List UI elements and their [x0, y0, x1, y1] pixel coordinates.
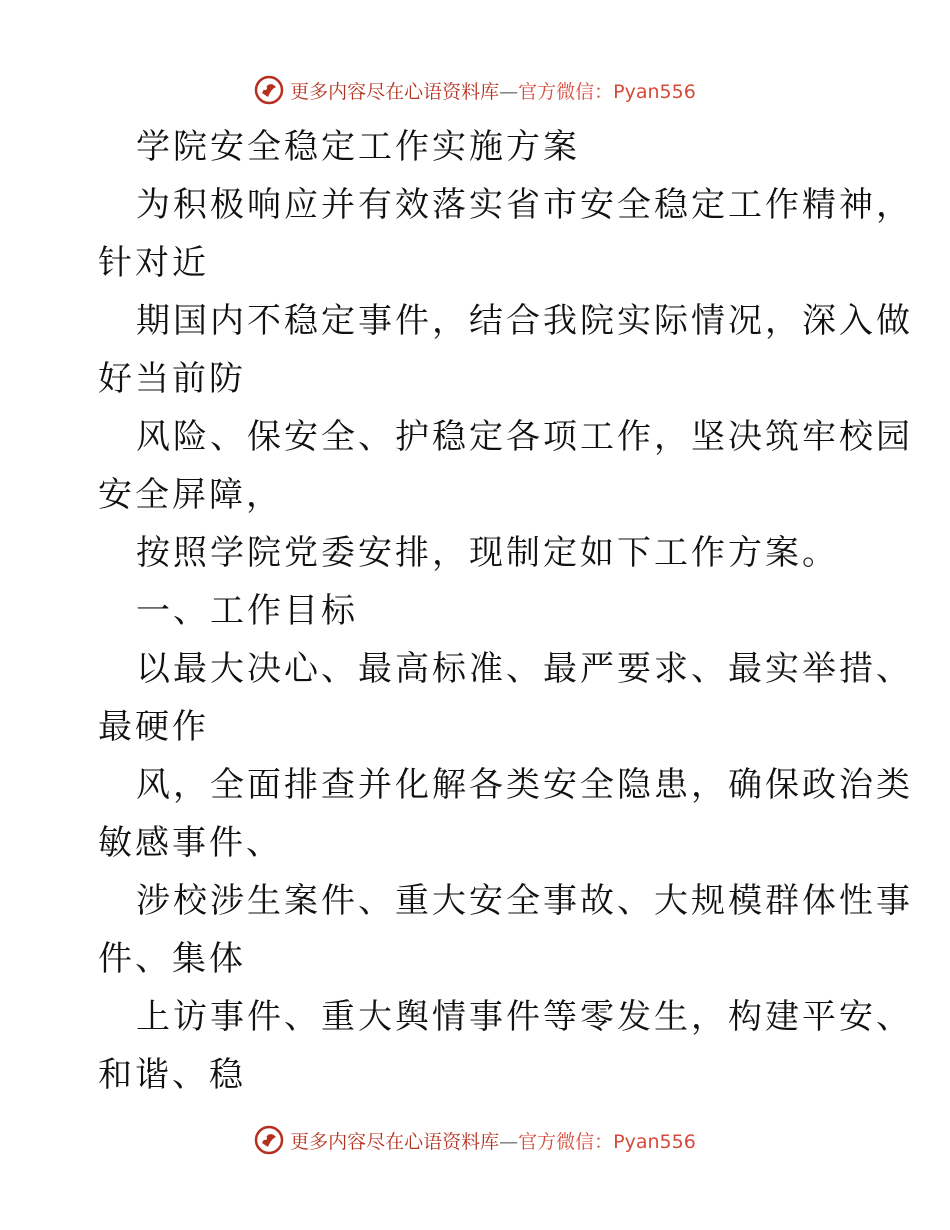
document-line: 好当前防 — [98, 359, 246, 399]
document-line: 风，全面排查并化解各类安全隐患，确保政治类 — [136, 765, 913, 805]
document-line: 件、集体 — [98, 939, 246, 979]
red-circle-logo-icon — [254, 75, 284, 105]
document-line: 期国内不稳定事件，结合我院实际情况，深入做 — [136, 301, 913, 341]
section-heading: 一、工作目标 — [136, 591, 358, 631]
document-line: 最硬作 — [98, 707, 209, 747]
document-line: 敏感事件、 — [98, 823, 283, 863]
footer-banner-main: 更多内容尽在心语资料库 — [290, 1130, 500, 1153]
document-line: 针对近 — [98, 243, 209, 283]
footer-banner-wechat: 官方微信：Pyan556 — [518, 1130, 696, 1153]
header-watermark-banner — [0, 70, 950, 110]
header-banner-text — [290, 77, 696, 104]
document-line: 涉校涉生案件、重大安全事故、大规模群体性事 — [136, 881, 913, 921]
header-banner-dash: — — [499, 80, 519, 103]
red-circle-logo-icon — [254, 1125, 284, 1155]
document-line: 上访事件、重大舆情事件等零发生，构建平安、 — [136, 997, 913, 1037]
document-title: 学院安全稳定工作实施方案 — [136, 127, 580, 167]
footer-banner-dash: — — [499, 1130, 519, 1153]
document-line: 风险、保安全、护稳定各项工作，坚决筑牢校园 — [136, 417, 913, 457]
footer-banner-text — [290, 1127, 696, 1154]
document-line: 为积极响应并有效落实省市安全稳定工作精神， — [136, 185, 913, 225]
footer-watermark-banner — [0, 1120, 950, 1160]
header-banner-wechat: 官方微信：Pyan556 — [518, 80, 696, 103]
document-body — [98, 118, 913, 1104]
header-banner-main: 更多内容尽在心语资料库 — [290, 80, 500, 103]
document-line: 按照学院党委安排，现制定如下工作方案。 — [136, 533, 839, 573]
document-line: 以最大决心、最高标准、最严要求、最实举措、 — [136, 649, 913, 689]
document-line: 安全屏障， — [98, 475, 283, 515]
document-line: 和谐、稳 — [98, 1055, 246, 1095]
